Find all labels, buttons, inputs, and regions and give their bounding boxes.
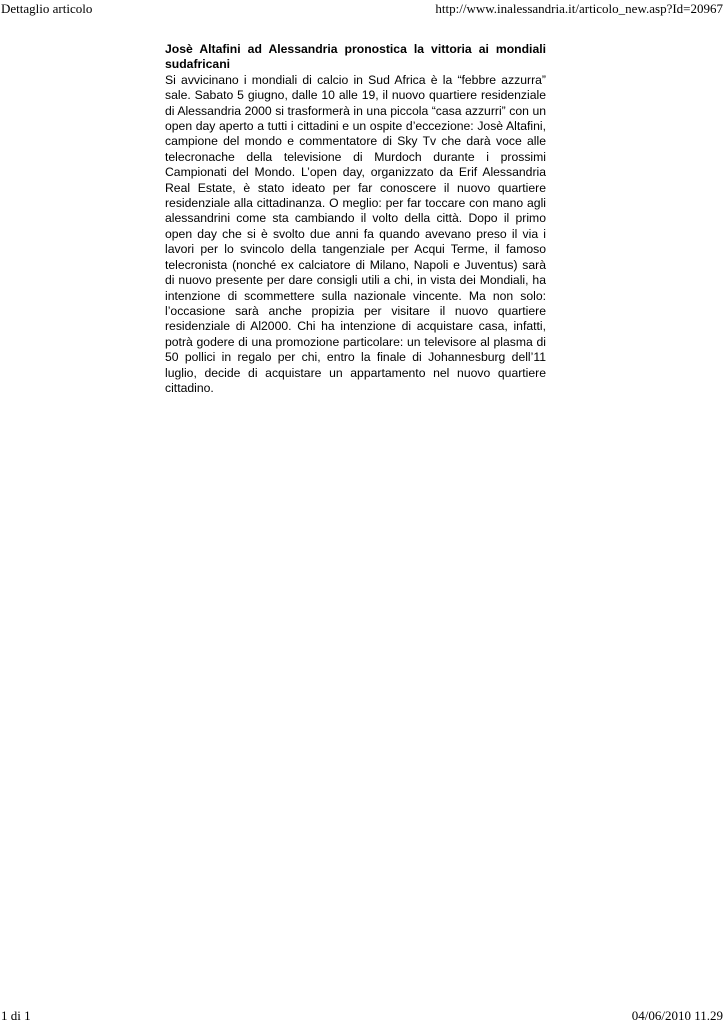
article-body: Si avvicinano i mondiali di calcio in Sud Africa è la “febbre azzurra” sale. Sabato 5 giugno, dalle 10 alle 19, il nuovo quartiere residenziale di Alessandria 2000 si trasformerà in una piccola “casa azzurri” con un open day aperto a tutti i cittadini e un ospite d’eccezione: Josè Altafini, campione del mondo e commentatore di Sky Tv che darà voce alle telecronache della televisione di Murdoch durante i prossimi Campionati del Mondo. L’open day, organizzato da Erif Alessandria Real Estate, è stato ideato per far conoscere il nuovo quartiere residenziale alla cittadinanza. O meglio: per far toccare con mano agli alessandrini come sta cambiando il volto della città. Dopo il primo open day che si è svolto due anni fa quando avevano preso il via i lavori per lo svincolo della tangenziale per Acqui Terme, il famoso telecronista (nonché ex calciatore di Milano, Napoli e Juventus) sarà di nuovo presente per dare consigli utili a chi, in vista dei Mondiali, ha intenzione di scommettere sulla nazionale vincente. Ma non solo: l’occasione sarà anche propizia per visitare il nuovo quartiere residenziale di Al2000. Chi ha intenzione di acquistare casa, infatti, potrà godere di una promozione particolare: un televisore al plasma di 50 pollici in regalo per chi, entro la finale di Johannesburg dell’11 luglio, decide di acquistare un appartamento nel nuovo quartiere cittadino. bbox=[165, 72, 546, 395]
article-title: Josè Altafini ad Alessandria pronostica la vittoria ai mondiali sudafricani bbox=[165, 42, 546, 72]
print-header-page-title: Dettaglio articolo bbox=[1, 1, 93, 16]
print-footer-page-count: 1 di 1 bbox=[1, 1008, 31, 1023]
article bbox=[165, 42, 546, 396]
print-header-url: http://www.inalessandria.it/articolo_new.asp?Id=20967 bbox=[435, 1, 723, 16]
print-footer-datetime: 04/06/2010 11.29 bbox=[631, 1008, 723, 1023]
